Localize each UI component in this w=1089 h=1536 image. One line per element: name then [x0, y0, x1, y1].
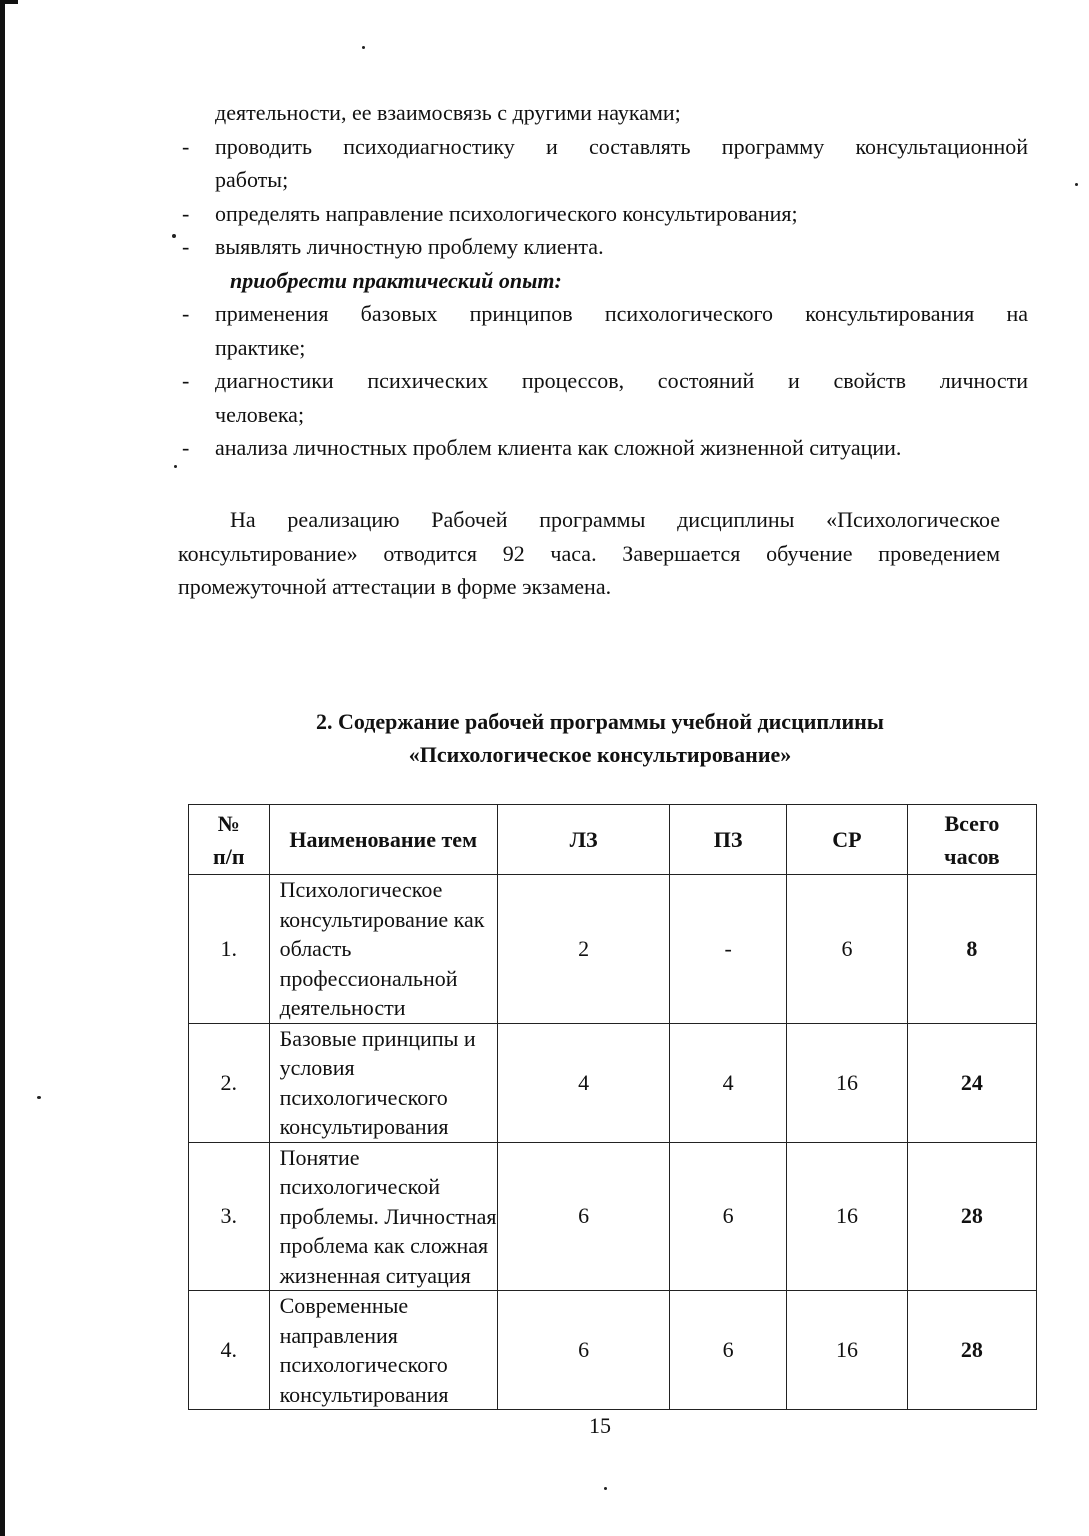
topic-line: направления [279, 1322, 398, 1348]
bullet-dash: - [182, 301, 190, 326]
section-title-line: «Психологическое консультирование» [408, 742, 792, 767]
cell-sr: 16 [787, 1142, 908, 1291]
topic-line: деятельности [279, 995, 406, 1020]
bullet-item [178, 197, 1028, 231]
bullet-item [178, 230, 1028, 264]
cell-topic-name [269, 1291, 497, 1410]
scan-speck [174, 465, 177, 468]
paragraph-line: промежуточной аттестации в форме экзамена. [178, 574, 612, 599]
bullet-text: применения базовых принципов психологического консультирования на [215, 301, 1028, 326]
header-topic-name: Наименование тем [269, 805, 497, 875]
topics-table [188, 804, 1037, 1410]
cell-lz: 2 [497, 875, 669, 1024]
topic-line: область [279, 936, 352, 961]
header-number-line1: № [217, 810, 240, 836]
bullet-text: проводить психодиагностику и составлять программу консультационной [215, 133, 1028, 159]
cell-lz: 6 [497, 1291, 669, 1410]
section-title [180, 705, 1020, 771]
cell-total: 8 [907, 875, 1036, 1024]
scan-border-top [0, 0, 18, 4]
cell-topic-name [269, 1142, 497, 1291]
bullet-continuation: работы; [215, 167, 289, 192]
bullet-continuation: практике; [215, 334, 306, 360]
cell-lz: 6 [497, 1142, 669, 1291]
bullet-item [178, 297, 1028, 331]
bullet-dash: - [182, 200, 190, 226]
scan-speck [172, 234, 176, 238]
cell-sr: 6 [787, 875, 908, 1024]
bullet-item [178, 130, 1028, 164]
cell-number: 2. [189, 1023, 270, 1142]
header-total-line2: часов [944, 843, 1000, 869]
topic-line: Психологическое [279, 877, 443, 902]
topic-line: условия [279, 1055, 355, 1080]
hours-paragraph [178, 503, 1000, 604]
topic-line: консультирования [279, 1114, 449, 1139]
cell-total: 24 [907, 1023, 1036, 1142]
bullet-continuation: человека; [215, 401, 305, 427]
table-row [189, 1142, 1037, 1291]
bullet-item [178, 364, 1028, 398]
experience-heading: приобрести практический опыт: [230, 267, 562, 293]
cell-pz: 4 [670, 1023, 787, 1142]
scan-speck [362, 46, 365, 49]
topic-line: Современные [279, 1293, 409, 1318]
table-row [189, 1291, 1037, 1410]
table-row [189, 1023, 1037, 1142]
cell-topic-name [269, 1023, 497, 1142]
topic-line: психологического [279, 1352, 448, 1377]
bullet-item [178, 431, 1028, 465]
bullet-text: анализа личностных проблем клиента как сложной жизненной ситуации. [215, 435, 902, 460]
cell-pz: - [670, 875, 787, 1024]
cell-pz: 6 [670, 1291, 787, 1410]
competencies-list [178, 96, 1028, 465]
bullet-text: определять направление психологического консультирования; [215, 200, 798, 226]
cell-number: 1. [189, 875, 270, 1024]
scan-border-left [0, 2, 5, 1536]
cell-total: 28 [907, 1291, 1036, 1410]
cell-number: 4. [189, 1291, 270, 1410]
header-sr: СР [787, 805, 908, 875]
section-title-line: 2. Содержание рабочей программы учебной дисциплины [316, 709, 884, 734]
page-number: 15 [589, 1413, 611, 1438]
header-pz: ПЗ [670, 805, 787, 875]
cell-sr: 16 [787, 1291, 908, 1410]
cell-sr: 16 [787, 1023, 908, 1142]
header-number-line2: п/п [213, 843, 245, 869]
header-number [189, 805, 270, 875]
topic-line: жизненная ситуация [279, 1262, 471, 1288]
topic-line: Базовые принципы и [279, 1025, 476, 1051]
paragraph-line: На реализацию Рабочей программы дисциплины «Психологическое [230, 507, 1000, 532]
cell-topic-name [269, 875, 497, 1024]
bullet-text: выявлять личностную проблему клиента. [215, 234, 604, 259]
cell-lz: 4 [497, 1023, 669, 1142]
paragraph-line: консультирование» отводится 92 часа. Завершается обучение проведением [178, 540, 1000, 566]
header-total [907, 805, 1036, 875]
topic-line: психологического [279, 1084, 448, 1110]
cell-pz: 6 [670, 1142, 787, 1291]
scan-speck [1075, 183, 1078, 186]
bullet-dash: - [182, 234, 190, 259]
bullet-dash: - [182, 368, 190, 393]
header-lz: ЛЗ [497, 805, 669, 875]
table-header-row [189, 805, 1037, 875]
topic-line: Понятие [279, 1144, 360, 1170]
topic-line: проблема как сложная [279, 1233, 489, 1258]
topic-line: проблемы. Личностная [279, 1203, 497, 1229]
header-total-line1: Всего [944, 810, 1000, 836]
topic-line: психологической [279, 1174, 441, 1199]
cell-number: 3. [189, 1142, 270, 1291]
bullet-dash: - [182, 133, 190, 159]
scan-speck [37, 1096, 41, 1099]
topic-line: профессиональной [279, 965, 458, 991]
topic-line: консультирование как [279, 906, 485, 932]
bullet-dash: - [182, 435, 190, 460]
table-row [189, 875, 1037, 1024]
intro-line: деятельности, ее взаимосвязь с другими науками; [215, 100, 681, 125]
bullet-text: диагностики психических процессов, состояний и свойств личности [215, 368, 1028, 393]
scan-speck [604, 1487, 607, 1490]
cell-total: 28 [907, 1142, 1036, 1291]
topic-line: консультирования [279, 1381, 449, 1407]
